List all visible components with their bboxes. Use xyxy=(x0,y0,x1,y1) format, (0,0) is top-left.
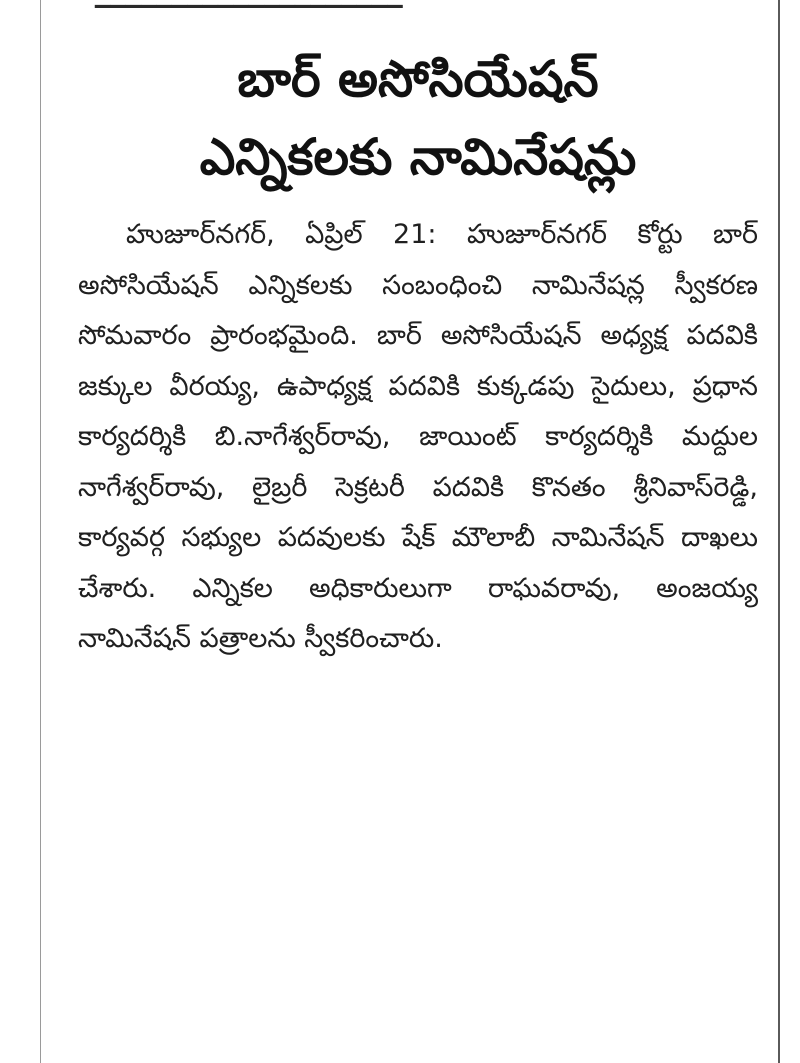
dateline: హుజూర్‌నగర్, ఏప్రిల్ 21: xyxy=(126,219,437,250)
column-rule-right xyxy=(778,0,780,1063)
headline-line-1: బార్ అసోసియేషన్ xyxy=(237,50,599,108)
body-text: హుజూర్‌నగర్ కోర్టు బార్ అసోసియేషన్ ఎన్నికలకు సంబంధించి నామినేషన్ల స్వీకరణ సోమవారం ప్రారంభమైంది. బార్ అసోసియేషన్ అధ్యక్ష పదవికి జక్కుల వీరయ్య, ఉపాధ్యక్ష పదవికి కుక్కడపు సైదులు, ప్రధాన కార్యదర్శికి బి.నాగేశ్వర్‌రావు, జాయింట్ కార్యదర్శికి మద్దుల నాగేశ్వర్‌రావు, లైబ్రరీ సెక్రటరీ పదవికి కొనతం శ్రీనివాస్‌రెడ్డి, కార్యవర్గ సభ్యుల పదవులకు షేక్ మౌలాబీ నామినేషన్ దాఖలు చేశారు. ఎన్నికల అధికారులుగా రాఘవరావు, అంజయ్య నామినేషన్ పత్రాలను స్వీకరించారు. xyxy=(78,219,758,654)
cropped-text-fragment xyxy=(95,0,465,6)
column-rule-left xyxy=(40,0,41,1063)
headline-line-2: ఎన్నికలకు నామినేషన్లు xyxy=(199,128,637,186)
article-body xyxy=(78,210,758,665)
headline xyxy=(78,40,758,196)
news-article xyxy=(78,40,758,692)
